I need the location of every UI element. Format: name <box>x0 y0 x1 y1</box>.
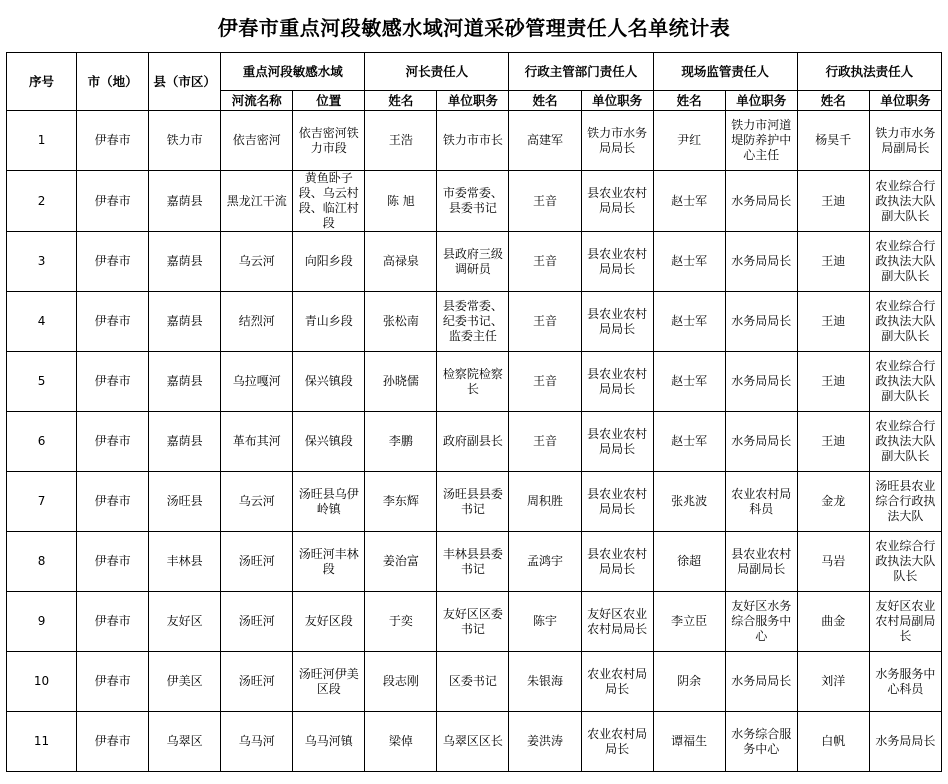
river-name-cell: 黑龙江干流 <box>221 171 293 232</box>
subheader-post: 单位职务 <box>581 91 653 111</box>
river-chief-name-cell: 姜治富 <box>365 532 437 592</box>
table-row <box>7 532 942 592</box>
enforce-post-cell: 水务服务中心科员 <box>869 652 941 712</box>
seq-cell: 6 <box>7 412 77 472</box>
site-name-cell: 阴余 <box>653 652 725 712</box>
river-name-cell: 结烈河 <box>221 292 293 352</box>
table-row <box>7 472 942 532</box>
enforce-post-cell: 友好区农业农村局副局长 <box>869 592 941 652</box>
river-chief-name-cell: 于奕 <box>365 592 437 652</box>
river-chief-post-cell: 汤旺县县委书记 <box>437 472 509 532</box>
admin-name-cell: 王音 <box>509 292 581 352</box>
river-chief-name-cell: 梁倬 <box>365 712 437 772</box>
table-row <box>7 592 942 652</box>
table-row <box>7 111 942 171</box>
seq-cell: 9 <box>7 592 77 652</box>
city-cell: 伊春市 <box>77 652 149 712</box>
river-name-cell: 汤旺河 <box>221 532 293 592</box>
river-chief-post-cell: 政府副县长 <box>437 412 509 472</box>
river-chief-name-cell: 段志刚 <box>365 652 437 712</box>
admin-name-cell: 姜洪涛 <box>509 712 581 772</box>
enforce-name-cell: 王迪 <box>797 352 869 412</box>
admin-post-cell: 县农业农村局局长 <box>581 472 653 532</box>
enforce-name-cell: 王迪 <box>797 171 869 232</box>
subheader-post: 单位职务 <box>437 91 509 111</box>
city-cell: 伊春市 <box>77 352 149 412</box>
enforce-name-cell: 金龙 <box>797 472 869 532</box>
admin-post-cell: 县农业农村局局长 <box>581 352 653 412</box>
river-name-cell: 汤旺河 <box>221 652 293 712</box>
enforce-name-cell: 王迪 <box>797 292 869 352</box>
county-cell: 汤旺县 <box>149 472 221 532</box>
subheader-post: 单位职务 <box>869 91 941 111</box>
site-post-cell: 县农业农村局副局长 <box>725 532 797 592</box>
county-cell: 铁力市 <box>149 111 221 171</box>
city-cell: 伊春市 <box>77 412 149 472</box>
subheader-location: 位置 <box>293 91 365 111</box>
header-city: 市（地） <box>77 53 149 111</box>
site-post-cell: 水务综合服务中心 <box>725 712 797 772</box>
header-admin: 行政主管部门责任人 <box>509 53 653 91</box>
county-cell: 丰林县 <box>149 532 221 592</box>
admin-post-cell: 县农业农村局局长 <box>581 292 653 352</box>
county-cell: 乌翠区 <box>149 712 221 772</box>
header-row-1 <box>7 53 942 91</box>
admin-post-cell: 农业农村局局长 <box>581 712 653 772</box>
site-name-cell: 张兆波 <box>653 472 725 532</box>
river-chief-name-cell: 李鹏 <box>365 412 437 472</box>
seq-cell: 3 <box>7 232 77 292</box>
header-section: 重点河段敏感水域 <box>221 53 365 91</box>
site-name-cell: 尹红 <box>653 111 725 171</box>
enforce-name-cell: 马岩 <box>797 532 869 592</box>
county-cell: 嘉荫县 <box>149 352 221 412</box>
admin-post-cell: 铁力市水务局局长 <box>581 111 653 171</box>
river-chief-post-cell: 丰林县县委书记 <box>437 532 509 592</box>
location-cell: 汤旺河丰林段 <box>293 532 365 592</box>
header-site: 现场监管责任人 <box>653 53 797 91</box>
river-chief-post-cell: 乌翠区区长 <box>437 712 509 772</box>
county-cell: 嘉荫县 <box>149 232 221 292</box>
enforce-post-cell: 农业综合行政执法大队副大队长 <box>869 292 941 352</box>
enforce-post-cell: 汤旺县农业综合行政执法大队 <box>869 472 941 532</box>
site-post-cell: 铁力市河道堤防养护中心主任 <box>725 111 797 171</box>
site-post-cell: 水务局局长 <box>725 652 797 712</box>
enforce-post-cell: 水务局局长 <box>869 712 941 772</box>
enforce-name-cell: 刘洋 <box>797 652 869 712</box>
subheader-name: 姓名 <box>509 91 581 111</box>
subheader-river-name: 河流名称 <box>221 91 293 111</box>
river-chief-post-cell: 县委常委、纪委书记、监委主任 <box>437 292 509 352</box>
city-cell: 伊春市 <box>77 292 149 352</box>
county-cell: 嘉荫县 <box>149 412 221 472</box>
site-post-cell: 水务局局长 <box>725 412 797 472</box>
enforce-post-cell: 农业综合行政执法大队副大队长 <box>869 352 941 412</box>
river-chief-post-cell: 友好区区委书记 <box>437 592 509 652</box>
city-cell: 伊春市 <box>77 111 149 171</box>
river-name-cell: 乌拉嘎河 <box>221 352 293 412</box>
location-cell: 友好区段 <box>293 592 365 652</box>
seq-cell: 1 <box>7 111 77 171</box>
seq-cell: 2 <box>7 171 77 232</box>
city-cell: 伊春市 <box>77 532 149 592</box>
enforce-name-cell: 王迪 <box>797 232 869 292</box>
site-name-cell: 赵士军 <box>653 412 725 472</box>
site-name-cell: 赵士军 <box>653 352 725 412</box>
table-row <box>7 352 942 412</box>
location-cell: 向阳乡段 <box>293 232 365 292</box>
seq-cell: 5 <box>7 352 77 412</box>
subheader-name: 姓名 <box>797 91 869 111</box>
admin-name-cell: 陈宇 <box>509 592 581 652</box>
enforce-post-cell: 农业综合行政执法大队队长 <box>869 532 941 592</box>
subheader-post: 单位职务 <box>725 91 797 111</box>
responsibility-table <box>6 52 942 772</box>
admin-name-cell: 高建军 <box>509 111 581 171</box>
site-post-cell: 水务局局长 <box>725 232 797 292</box>
site-post-cell: 水务局局长 <box>725 352 797 412</box>
river-chief-post-cell: 区委书记 <box>437 652 509 712</box>
river-name-cell: 乌云河 <box>221 232 293 292</box>
enforce-name-cell: 白帆 <box>797 712 869 772</box>
enforce-name-cell: 王迪 <box>797 412 869 472</box>
county-cell: 友好区 <box>149 592 221 652</box>
enforce-name-cell: 曲金 <box>797 592 869 652</box>
river-chief-post-cell: 市委常委、县委书记 <box>437 171 509 232</box>
river-chief-name-cell: 张松南 <box>365 292 437 352</box>
admin-post-cell: 县农业农村局局长 <box>581 412 653 472</box>
location-cell: 青山乡段 <box>293 292 365 352</box>
city-cell: 伊春市 <box>77 232 149 292</box>
admin-name-cell: 朱银海 <box>509 652 581 712</box>
enforce-name-cell: 杨昊千 <box>797 111 869 171</box>
admin-name-cell: 孟鸿宇 <box>509 532 581 592</box>
table-row <box>7 712 942 772</box>
header-river-chief: 河长责任人 <box>365 53 509 91</box>
enforce-post-cell: 铁力市水务局副局长 <box>869 111 941 171</box>
admin-post-cell: 农业农村局局长 <box>581 652 653 712</box>
site-post-cell: 友好区水务综合服务中心 <box>725 592 797 652</box>
site-name-cell: 谭福生 <box>653 712 725 772</box>
location-cell: 黄鱼卧子段、乌云村段、临江村段 <box>293 171 365 232</box>
site-post-cell: 水务局局长 <box>725 292 797 352</box>
admin-name-cell: 王音 <box>509 352 581 412</box>
city-cell: 伊春市 <box>77 472 149 532</box>
river-chief-name-cell: 孙晓儒 <box>365 352 437 412</box>
seq-cell: 10 <box>7 652 77 712</box>
site-name-cell: 赵士军 <box>653 292 725 352</box>
enforce-post-cell: 农业综合行政执法大队副大队长 <box>869 412 941 472</box>
enforce-post-cell: 农业综合行政执法大队副大队长 <box>869 171 941 232</box>
subheader-name: 姓名 <box>653 91 725 111</box>
table-body <box>7 111 942 772</box>
table-row <box>7 652 942 712</box>
header-county: 县（市区） <box>149 53 221 111</box>
seq-cell: 7 <box>7 472 77 532</box>
seq-cell: 4 <box>7 292 77 352</box>
header-seq: 序号 <box>7 53 77 111</box>
river-name-cell: 革布其河 <box>221 412 293 472</box>
site-name-cell: 李立臣 <box>653 592 725 652</box>
location-cell: 依吉密河铁力市段 <box>293 111 365 171</box>
location-cell: 乌马河镇 <box>293 712 365 772</box>
admin-post-cell: 县农业农村局局长 <box>581 532 653 592</box>
location-cell: 保兴镇段 <box>293 412 365 472</box>
table-row <box>7 232 942 292</box>
river-name-cell: 乌云河 <box>221 472 293 532</box>
county-cell: 伊美区 <box>149 652 221 712</box>
river-chief-name-cell: 李东辉 <box>365 472 437 532</box>
river-chief-post-cell: 县政府三级调研员 <box>437 232 509 292</box>
seq-cell: 8 <box>7 532 77 592</box>
site-post-cell: 农业农村局科员 <box>725 472 797 532</box>
table-row <box>7 292 942 352</box>
river-name-cell: 依吉密河 <box>221 111 293 171</box>
admin-name-cell: 王音 <box>509 412 581 472</box>
admin-post-cell: 友好区农业农村局局长 <box>581 592 653 652</box>
city-cell: 伊春市 <box>77 592 149 652</box>
table-title: 伊春市重点河段敏感水域河道采砂管理责任人名单统计表 <box>217 15 731 40</box>
city-cell: 伊春市 <box>77 712 149 772</box>
seq-cell: 11 <box>7 712 77 772</box>
admin-name-cell: 王音 <box>509 232 581 292</box>
admin-name-cell: 王音 <box>509 171 581 232</box>
location-cell: 保兴镇段 <box>293 352 365 412</box>
county-cell: 嘉荫县 <box>149 171 221 232</box>
admin-post-cell: 县农业农村局局长 <box>581 232 653 292</box>
location-cell: 汤旺河伊美区段 <box>293 652 365 712</box>
county-cell: 嘉荫县 <box>149 292 221 352</box>
river-chief-post-cell: 铁力市市长 <box>437 111 509 171</box>
site-post-cell: 水务局局长 <box>725 171 797 232</box>
city-cell: 伊春市 <box>77 171 149 232</box>
admin-name-cell: 周积胜 <box>509 472 581 532</box>
river-chief-post-cell: 检察院检察长 <box>437 352 509 412</box>
river-chief-name-cell: 高禄泉 <box>365 232 437 292</box>
river-name-cell: 汤旺河 <box>221 592 293 652</box>
site-name-cell: 赵士军 <box>653 232 725 292</box>
river-name-cell: 乌马河 <box>221 712 293 772</box>
site-name-cell: 赵士军 <box>653 171 725 232</box>
river-chief-name-cell: 王浩 <box>365 111 437 171</box>
river-chief-name-cell: 陈 旭 <box>365 171 437 232</box>
enforce-post-cell: 农业综合行政执法大队副大队长 <box>869 232 941 292</box>
table-row <box>7 171 942 232</box>
site-name-cell: 徐超 <box>653 532 725 592</box>
table-row <box>7 412 942 472</box>
subheader-name: 姓名 <box>365 91 437 111</box>
location-cell: 汤旺县乌伊岭镇 <box>293 472 365 532</box>
header-enforce: 行政执法责任人 <box>797 53 941 91</box>
admin-post-cell: 县农业农村局局长 <box>581 171 653 232</box>
